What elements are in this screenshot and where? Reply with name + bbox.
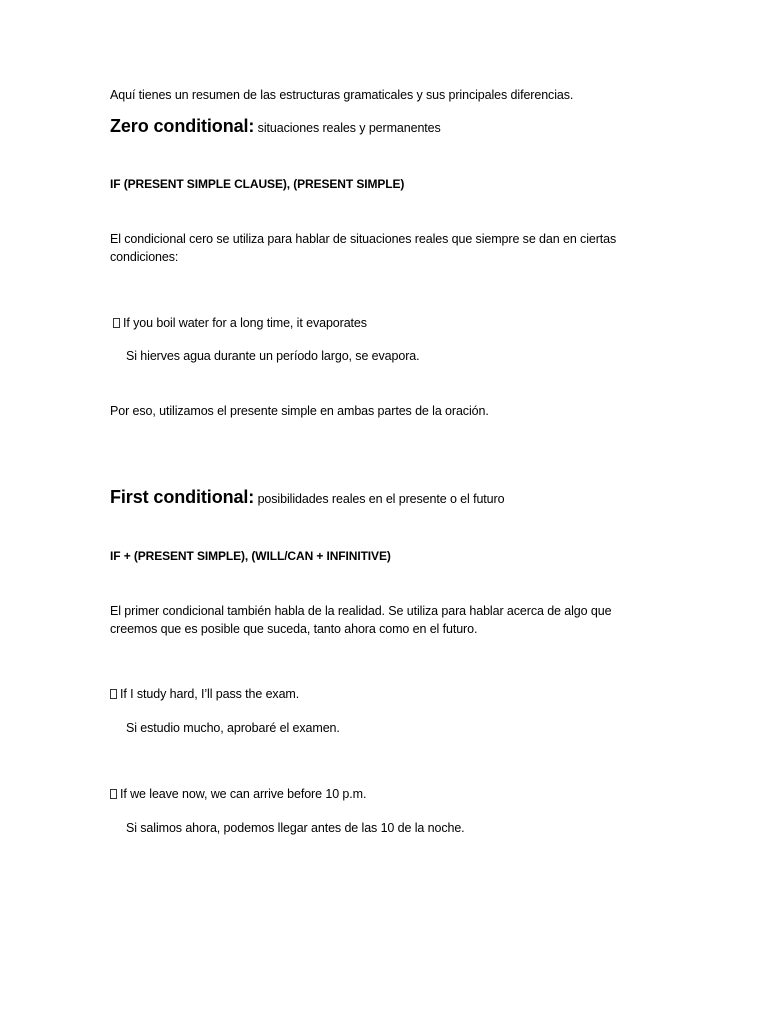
bullet-icon xyxy=(110,689,117,699)
bullet-icon xyxy=(110,789,117,799)
first-example-2-es: Si salimos ahora, podemos llegar antes de las 10 de la noche. xyxy=(126,821,465,835)
zero-example-es: Si hierves agua durante un período largo, se evapora. xyxy=(126,349,420,363)
first-conditional-formula: IF + (PRESENT SIMPLE), (WILL/CAN + INFINITIVE) xyxy=(110,549,391,563)
first-conditional-heading xyxy=(110,486,504,508)
first-conditional-subtitle: posibilidades reales en el presente o el futuro xyxy=(257,492,505,506)
zero-conditional-explanation: El condicional cero se utiliza para hablar de situaciones reales que siempre se dan en ciertas condiciones: xyxy=(110,232,617,264)
zero-conditional-heading xyxy=(110,115,441,137)
first-example-2-en-line xyxy=(110,785,366,803)
zero-conditional-subtitle: situaciones reales y permanentes xyxy=(257,121,441,135)
first-example-1-en-line xyxy=(110,685,299,703)
zero-conditional-title: Zero conditional: xyxy=(110,116,255,136)
first-example-2-en: If we leave now, we can arrive before 10 p.m. xyxy=(120,787,367,801)
zero-example-en: If you boil water for a long time, it evaporates xyxy=(123,316,367,330)
first-example-1-es: Si estudio mucho, aprobaré el examen. xyxy=(126,721,340,735)
first-example-1-en: If I study hard, I’ll pass the exam. xyxy=(120,687,300,701)
zero-example-en-line xyxy=(113,314,367,332)
first-conditional-title: First conditional: xyxy=(110,487,255,507)
intro-text: Aquí tienes un resumen de las estructuras gramaticales y sus principales diferencias. xyxy=(110,88,574,102)
zero-conditional-formula: IF (PRESENT SIMPLE CLAUSE), (PRESENT SIMPLE) xyxy=(110,177,405,191)
bullet-icon xyxy=(113,318,120,328)
first-conditional-explanation: El primer condicional también habla de la realidad. Se utiliza para hablar acerca de algo que creemos que es posible que suceda, tanto ahora como en el futuro. xyxy=(110,604,612,636)
zero-conditional-note: Por eso, utilizamos el presente simple en ambas partes de la oración. xyxy=(110,404,489,418)
